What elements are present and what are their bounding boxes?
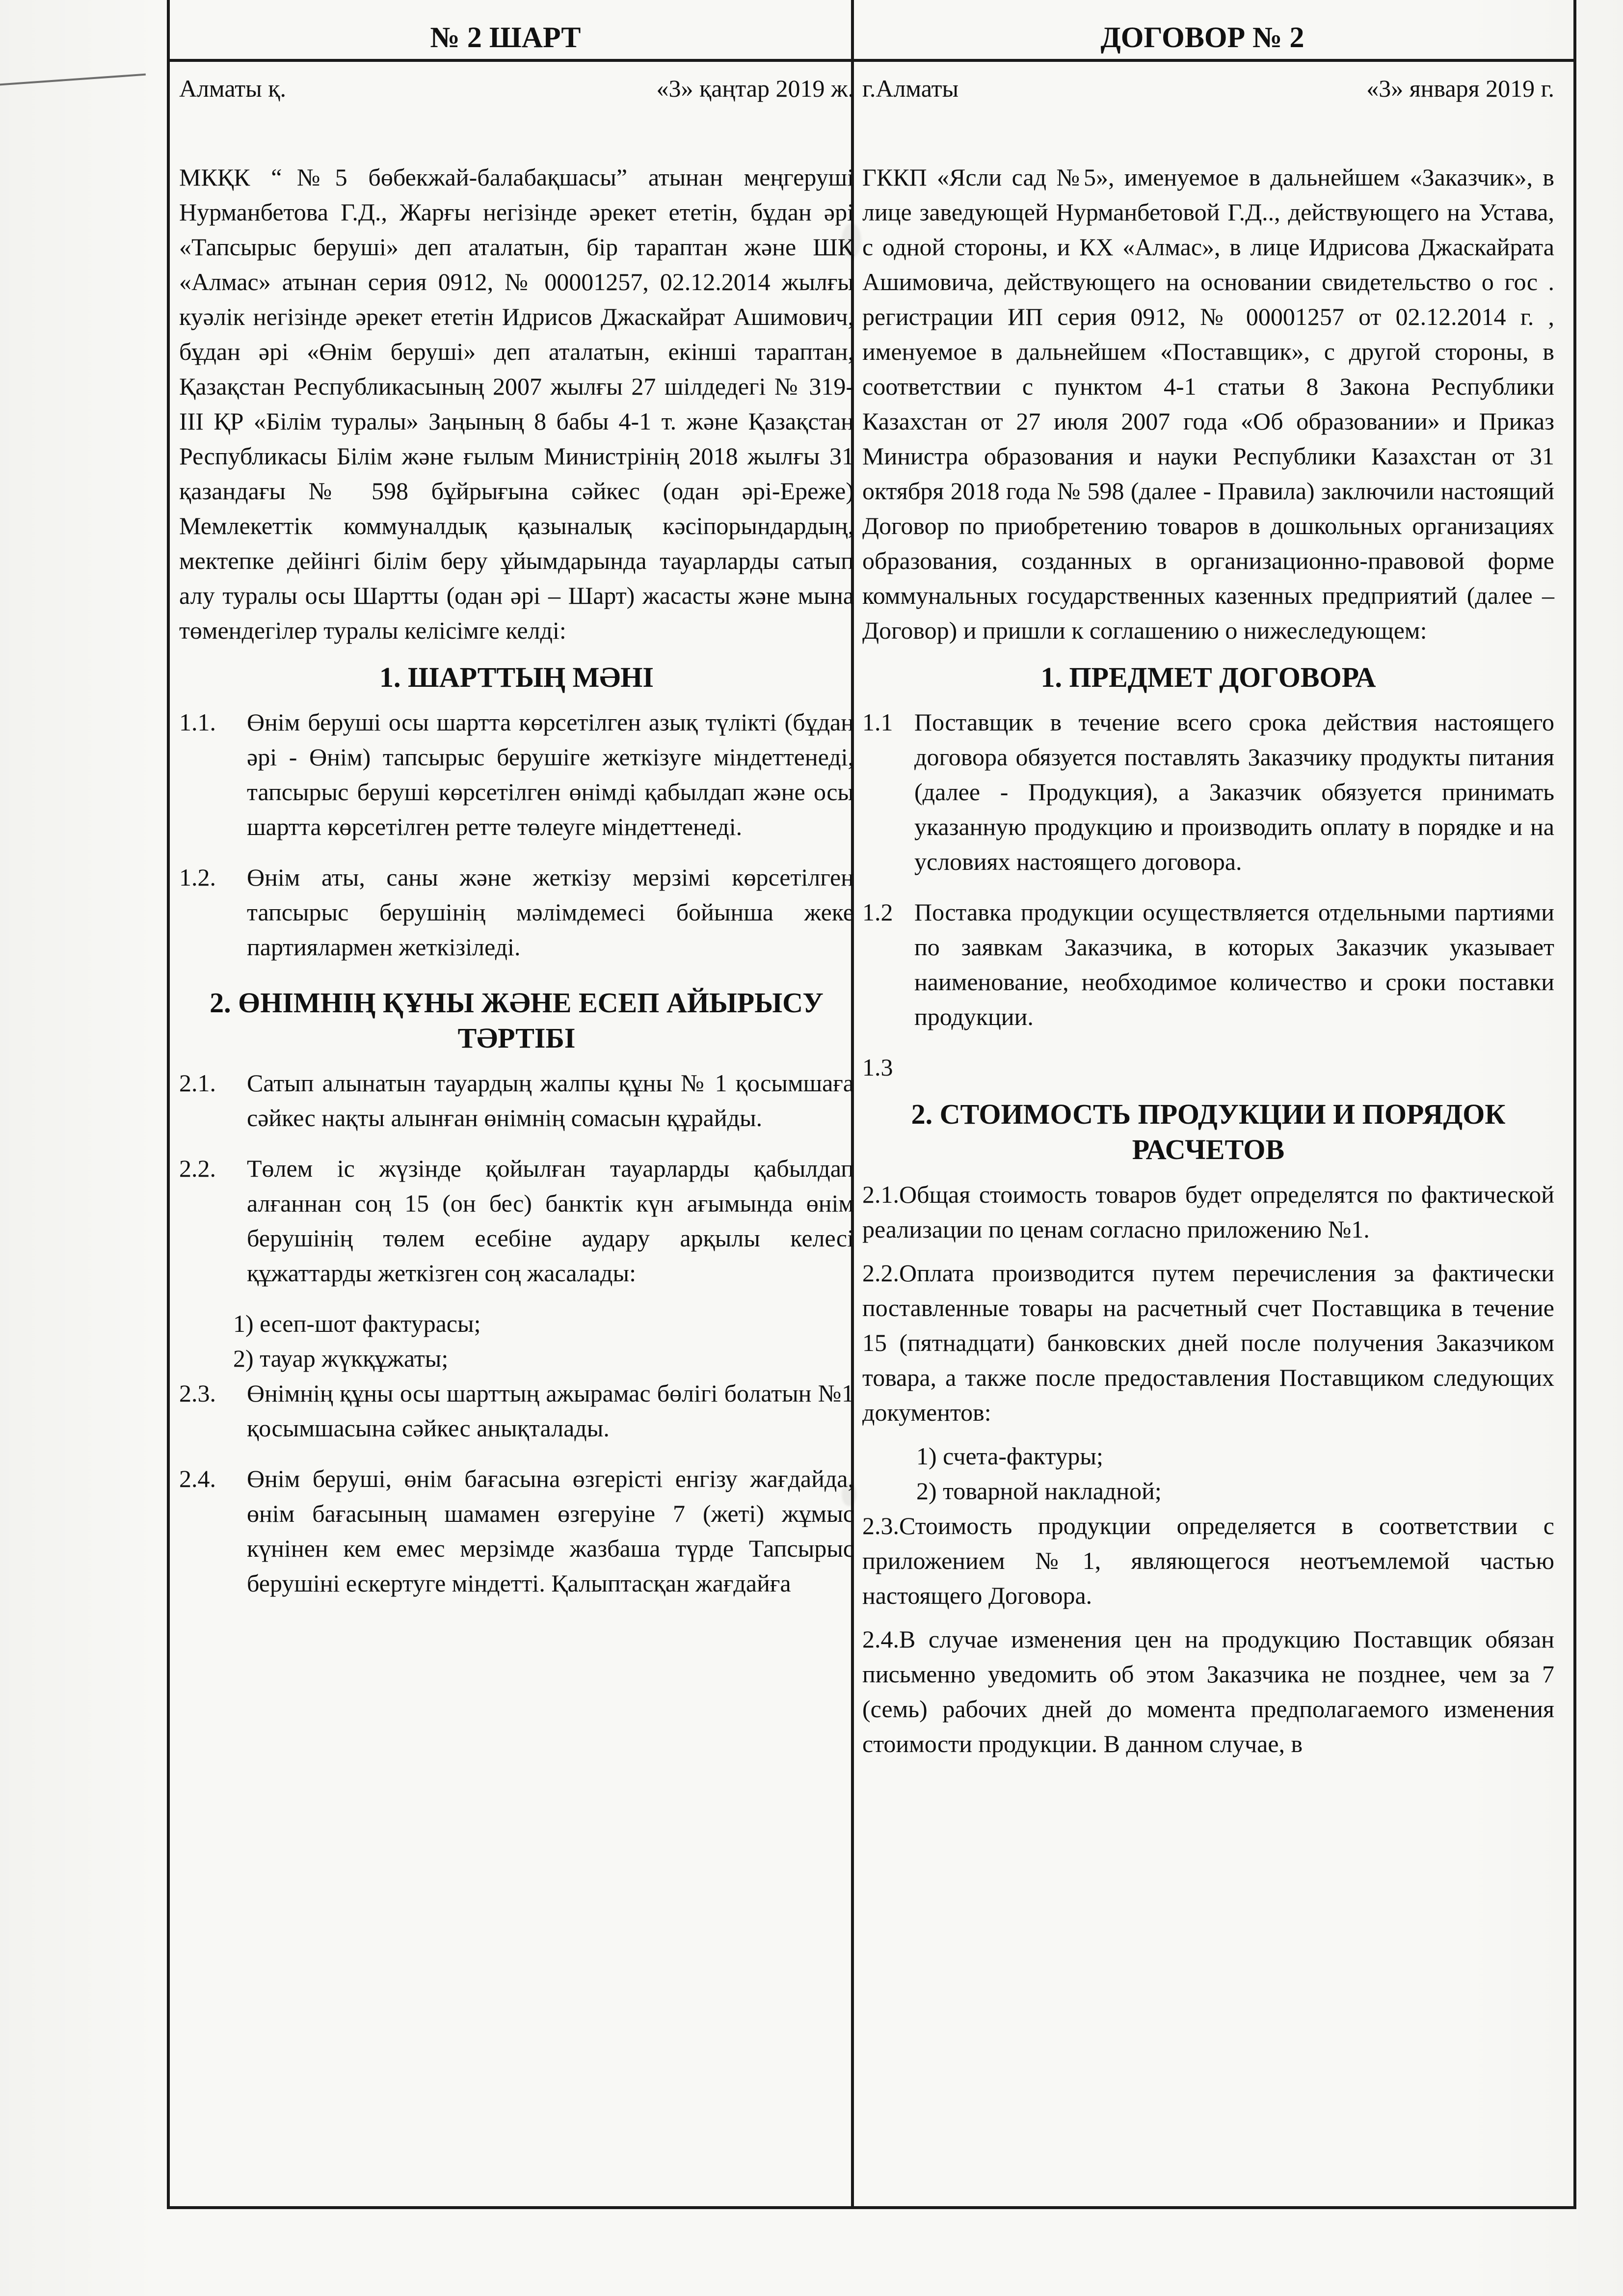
right-top-row (862, 71, 1554, 106)
left-item-2-3 (179, 1376, 854, 1455)
left-item-2-2-number: 2.2. (179, 1155, 216, 1182)
left-column (179, 71, 854, 1617)
right-item-1-3-text (914, 1050, 1554, 1076)
right-item-1-3 (862, 1050, 1554, 1085)
right-city: г.Алматы (862, 75, 959, 102)
left-item-1-1-number: 1.1. (179, 708, 216, 736)
left-item-2-4-number: 2.4. (179, 1465, 216, 1492)
left-item-1-2-text: Өнім аты, саны және жеткізу мерзімі көрсетілген тапсырыс берушінің мәлімдемесі бойынша жеке партиялармен жеткізіледі. (247, 864, 854, 961)
right-item-1-2-number: 1.2 (862, 898, 893, 926)
left-item-1-1-text: Өнім беруші осы шартта көрсетілген азық түлікті (бұдан әрі - Өнім) тапсырыс берушіге жеткізуге міндеттенеді, тапсырыс беруші көрсетілген өнімді қабылдап және осы шартта көрсетілген ретте төлеуге міндеттенеді. (247, 708, 854, 840)
right-date: «3» января 2019 г. (1366, 75, 1554, 102)
left-item-2-4-text: Өнім беруші, өнім бағасына өзгерісті енгізу жағдайда, өнім бағасының шамамен өзгеруіне 7 (жеті) жұмыс күнінен кем емес мерзімде жазбаша түрде Тапсырыс берушіні ескертуге міндетті. Қалыптасқан жағдайға (247, 1465, 854, 1597)
right-item-2-3: 2.3.Стоимость продукции определяется в соответствии с приложением №1, являющегося неотъемлемой частью настоящего Договора. (862, 1512, 1554, 1609)
right-intro: ГККП «Ясли сад №5», именуемое в дальнейшем «Заказчик», в лице заведующей Нурманбетовой Г.Д.., действующего на Устава, с одной стороны, и КХ «Алмас», в лице Идрисова Джаскайрата Ашимовича, действующего на основании свидетельство о гос . регистрации ИП серия 0912, № 00001257 от 02.12.2014 г. , именуемое в дальнейшем «Поставщик», с другой стороны, в соответствии с пунктом 4-1 статьи 8 Закона Республики Казахстан от 27 июля 2007 года «Об образовании» и Приказ Министра образования и науки Республики Казахстан от 31 октября 2018 года № 598 (далее - Правила) заключили настоящий Договор по приобретению товаров в дошкольных организациях образования, созданных в организационно-правовой форме коммунальных государственных казенных предприятий (далее – Договор) и пришли к соглашению о нижеследующем: (862, 163, 1554, 644)
right-item-1-1 (862, 705, 1554, 888)
left-item-2-3-text: Өнімнің құны осы шарттың ажырамас бөлігі болатын №1 қосымшасына сәйкес анықталады. (247, 1379, 854, 1442)
right-column (862, 71, 1554, 1770)
left-intro: МКҚК “№5 бөбекжай-балабақшасы” атынан меңгеруші Нурманбетова Г.Д., Жарғы негізінде әрекет ететін, бұдан әрі «Тапсырыс беруші» деп аталатын, бір тараптан және ШҚ «Алмас» атынан серия 0912, № 00001257, 02.12.2014 жылғы куәлік негізінде әрекет ететін Идрисов Джаскайрат Ашимович, бұдан әрі «Өнім беруші» деп аталатын, екінші тараптан, Қазақстан Республикасының 2007 жылғы 27 шілдедегі № 319-III ҚР «Білім туралы» Заңының 8 бабы 4-1 т. және Қазақстан Республикасы Білім және ғылым Министрінің 2018 жылғы 31 қазандағы № 598 бұйрығына сәйкес (одан әрі-Ереже) Мемлекеттік коммуналдық қазыналық кәсіпорындардың, мектепке дейінгі білім беру ұйымдарында тауарларды сатып алу туралы осы Шартты (одан әрі – Шарт) жасасты және мына төмендегілер туралы келісімге келді: (179, 163, 854, 644)
left-top-row (179, 71, 854, 106)
right-item-2-1: 2.1.Общая стоимость товаров будет определятся по фактической реализации по ценам согласно приложению №1. (862, 1181, 1554, 1243)
right-item-1-2-text: Поставка продукции осуществляется отдельными партиями по заявкам Заказчика, в которых Заказчик указывает наименование, необходимое количество и сроки поставки продукции. (914, 898, 1554, 1030)
left-section-2: 2. ӨНІМНІҢ ҚҰНЫ ЖӘНЕ ЕСЕП АЙЫРЫСУ ТӘРТІБІ (210, 987, 824, 1054)
right-item-1-1-text: Поставщик в течение всего срока действия настоящего договора обязуется поставлять Заказчику продукты питания (далее - Продукция), а Заказчик обязуется принимать указанную продукцию и производить оплату в порядке и на условиях настоящего договора. (914, 708, 1554, 875)
right-item-2-2-list-b: 2) товарной накладной; (916, 1477, 1162, 1505)
right-section-1: 1. ПРЕДМЕТ ДОГОВОРА (1040, 661, 1376, 693)
left-section-1: 1. ШАРТТЫҢ МӘНІ (379, 661, 654, 693)
left-item-1-2 (179, 860, 854, 973)
left-item-2-1-number: 2.1. (179, 1069, 216, 1097)
left-item-2-1-text: Сатып алынатын тауардың жалпы құны № 1 қосымшаға сәйкес нақты алынған өнімнің сомасын құрайды. (247, 1069, 854, 1132)
left-item-1-1 (179, 705, 854, 853)
left-item-2-2-list-a: 1) есеп-шот фактурасы; (233, 1310, 481, 1337)
left-item-1-2-number: 1.2. (179, 864, 216, 891)
left-item-2-2-list-b: 2) тауар жүкқұжаты; (233, 1345, 449, 1372)
right-item-2-2-list-a: 1) счета-фактуры; (916, 1442, 1103, 1470)
left-item-2-1 (179, 1066, 854, 1144)
right-item-1-1-number: 1.1 (862, 708, 893, 736)
left-date: «3» қаңтар 2019 ж. (656, 75, 854, 102)
header-divider (167, 59, 1576, 62)
left-item-2-3-number: 2.3. (179, 1379, 216, 1407)
left-item-2-2-text: Төлем іс жүзінде қойылған тауарларды қабылдап алғаннан соң 15 (он бес) банктік күн ағымында өнім берушінің төлем есебіне аудару арқылы келесі құжаттарды жеткізген соң жасалады: (247, 1155, 854, 1287)
right-item-1-3-number: 1.3 (862, 1053, 893, 1081)
left-item-2-4 (179, 1461, 854, 1610)
right-item-2-2: 2.2.Оплата производится путем перечисления за фактически поставленные товары на расчетный счет Поставщика в течение 15 (пятнадцати) банковских дней после получения Заказчиком товара, а также после предоставления Поставщиком следующих документов: (862, 1259, 1554, 1426)
right-item-2-4: 2.4.В случае изменения цен на продукцию Поставщик обязан письменно уведомить об этом Заказчика не позднее, чем за 7 (семь) рабочих дней до момента предполагаемого изменения стоимости продукции. В данном случае, в (862, 1625, 1554, 1757)
scan-mark (0, 74, 149, 125)
left-title: № 2 ШАРТ (430, 21, 581, 54)
left-item-2-2 (179, 1151, 854, 1299)
right-section-2: 2. СТОИМОСТЬ ПРОДУКЦИИ И ПОРЯДОК РАСЧЕТОВ (911, 1098, 1506, 1165)
right-item-1-2 (862, 895, 1554, 1043)
right-title: ДОГОВОР № 2 (1100, 21, 1304, 54)
left-city: Алматы қ. (179, 75, 286, 102)
